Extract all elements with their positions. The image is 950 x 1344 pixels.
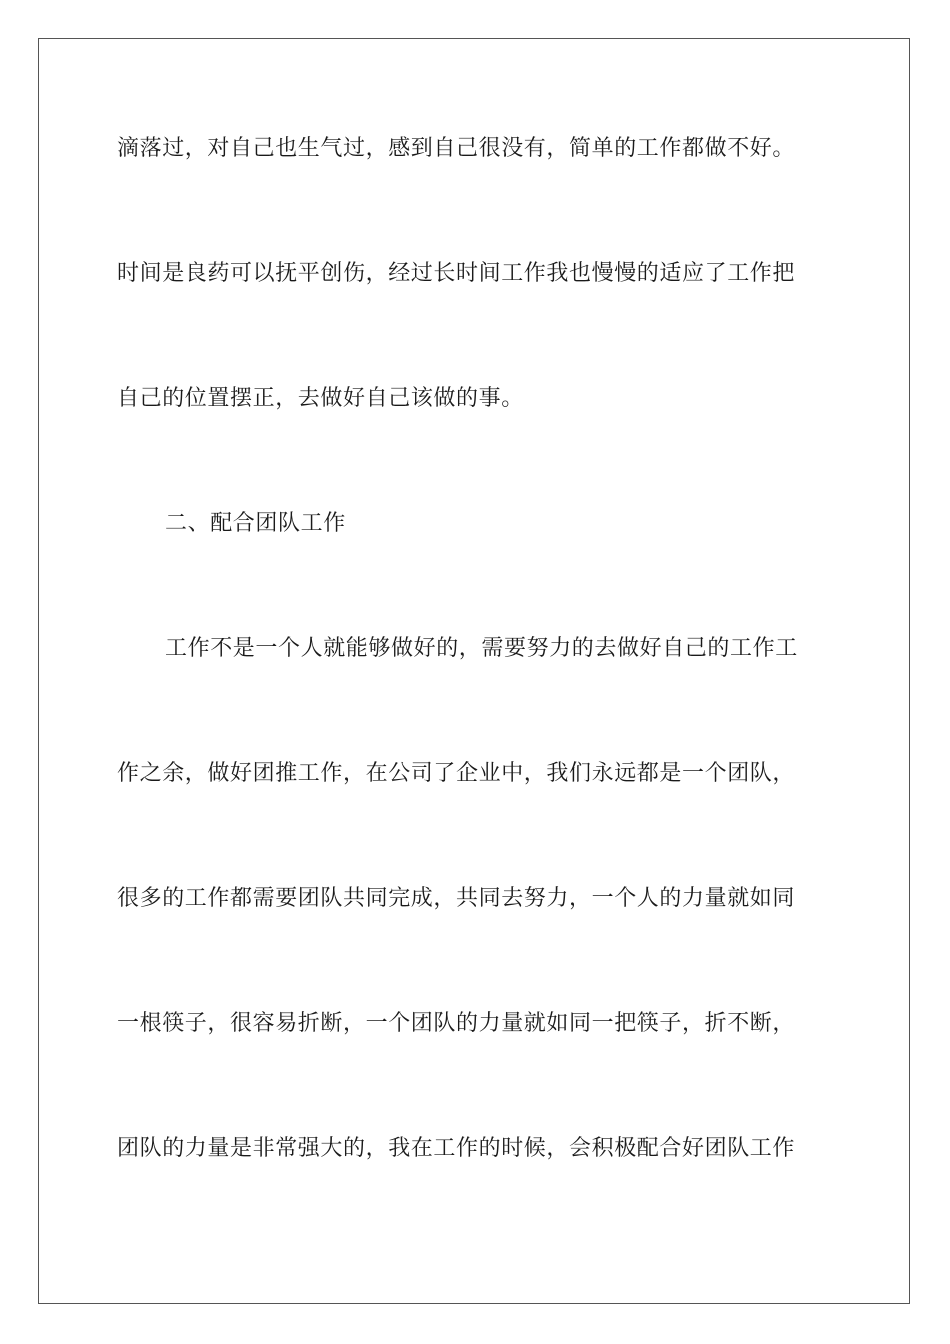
paragraph-line: 时间是良药可以抚平创伤，经过长时间工作我也慢慢的适应了工作把 [117,261,796,286]
paragraph-line: 很多的工作都需要团队共同完成，共同去努力，一个人的力量就如同 [117,886,796,911]
paragraph-line: 自己的位置摆正，去做好自己该做的事。 [117,386,524,411]
paragraph-line: 一根筷子，很容易折断，一个团队的力量就如同一把筷子，折不断， [117,1011,796,1036]
section-heading: 二、配合团队工作 [165,511,346,536]
paragraph-line: 滴落过，对自己也生气过，感到自己很没有，简单的工作都做不好。 [117,136,796,161]
paragraph-line: 工作不是一个人就能够做好的，需要努力的去做好自己的工作工 [165,636,798,661]
paragraph-line: 团队的力量是非常强大的，我在工作的时候，会积极配合好团队工作 [117,1136,796,1161]
paragraph-line: 作之余，做好团推工作，在公司了企业中，我们永远都是一个团队， [117,761,796,786]
page-border [38,38,910,1304]
